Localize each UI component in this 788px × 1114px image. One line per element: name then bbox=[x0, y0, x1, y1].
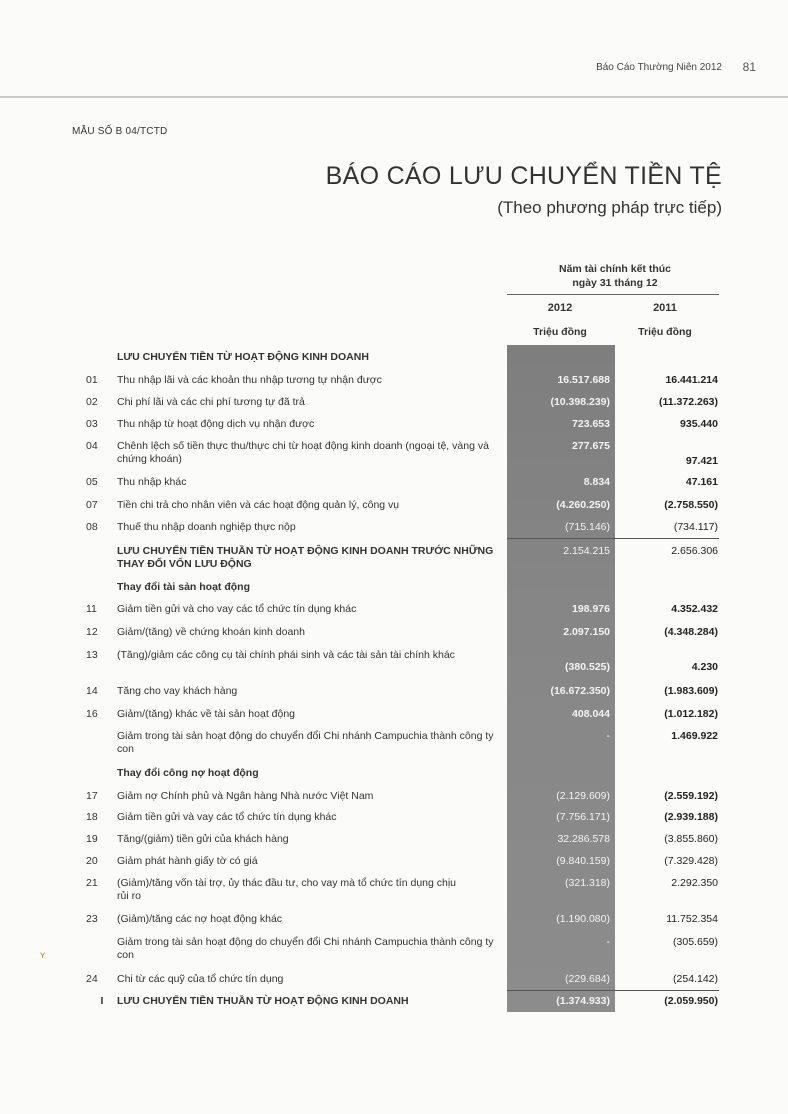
subtotal-rule bbox=[507, 538, 719, 539]
value-2011: 4.352.432 bbox=[671, 603, 718, 615]
value-2012: (229.684) bbox=[565, 973, 610, 985]
row-description: Tăng cho vay khách hàng bbox=[117, 685, 238, 697]
row-description: LƯU CHUYỂN TIỀN THUẦN TỪ HOẠT ĐỘNG KINH DOANH bbox=[117, 995, 409, 1007]
row-code: 19 bbox=[86, 833, 98, 845]
row-code: 03 bbox=[86, 418, 98, 430]
value-2011: (2.758.550) bbox=[664, 499, 718, 511]
row-code: I bbox=[100, 995, 104, 1007]
row-code: 12 bbox=[86, 626, 98, 638]
row-description: (Tăng)/giảm các công cụ tài chính phái sinh và các tài sản tài chính khác bbox=[117, 649, 455, 661]
value-2012: 2.154.215 bbox=[563, 545, 610, 557]
page-number: 81 bbox=[742, 60, 756, 74]
value-2012: 408.044 bbox=[572, 708, 610, 720]
value-2011: 4.230 bbox=[691, 661, 718, 673]
row-code: 14 bbox=[86, 685, 98, 697]
value-2011: (305.659) bbox=[673, 936, 718, 948]
value-2011: 935.440 bbox=[680, 418, 718, 430]
row-description: Giảm tiền gửi và cho vay các tổ chức tín dụng khác bbox=[117, 603, 357, 615]
value-2012: 8.834 bbox=[583, 476, 610, 488]
value-2012: - bbox=[606, 730, 610, 742]
value-2011: 97.421 bbox=[685, 455, 718, 467]
row-description: Thu nhập lãi và các khoản thu nhập tương tự nhận được bbox=[117, 374, 382, 386]
row-description: Giảm/(tăng) khác về tài sản hoạt động bbox=[117, 708, 296, 720]
total-rule bbox=[507, 990, 719, 991]
value-2011: (2.059.950) bbox=[664, 995, 718, 1007]
row-description: (Giảm)/tăng các nợ hoạt động khác bbox=[117, 913, 283, 925]
row-code: 07 bbox=[86, 499, 98, 511]
row-description: Giảm phát hành giấy tờ có giá bbox=[117, 855, 258, 867]
row-description: Giảm trong tài sản hoạt động do chuyển đổi Chi nhánh Campuchia thành công ty con bbox=[117, 936, 494, 961]
running-header-title: Báo Cáo Thường Niên 2012 bbox=[596, 62, 722, 73]
value-2012: 2.097.150 bbox=[563, 626, 610, 638]
value-2011: (2.939.188) bbox=[664, 811, 718, 823]
row-description: (Giảm)/tăng vốn tài trợ, ủy thác đầu tư, cho vay mà tổ chức tín dụng chịu rủi ro bbox=[117, 877, 457, 902]
period-label bbox=[515, 262, 715, 290]
page-title: BÁO CÁO LƯU CHUYỂN TIỀN TỆ bbox=[325, 162, 722, 190]
value-2012: (10.398.239) bbox=[550, 396, 610, 408]
row-description: Chi phí lãi và các chi phí tương tự đã trả bbox=[117, 396, 305, 408]
row-description: Chi từ các quỹ của tổ chức tín dụng bbox=[117, 973, 284, 985]
row-description: Giảm trong tài sản hoạt động do chuyển đổi Chi nhánh Campuchia thành công ty con bbox=[117, 730, 494, 755]
row-description: LƯU CHUYỂN TIỀN TỪ HOẠT ĐỘNG KINH DOANH bbox=[117, 351, 369, 363]
value-2012: (9.840.159) bbox=[556, 855, 610, 867]
column-year-2011: 2011 bbox=[653, 302, 677, 314]
value-2011: 2.656.306 bbox=[671, 545, 718, 557]
row-description: Thay đổi tài sản hoạt động bbox=[117, 581, 251, 593]
row-description: Giảm/(tăng) về chứng khoán kinh doanh bbox=[117, 626, 305, 638]
value-2012: (321.318) bbox=[565, 877, 610, 889]
value-2012: 277.675 bbox=[572, 440, 610, 452]
value-2011: 47.161 bbox=[685, 476, 718, 488]
row-code: 17 bbox=[86, 790, 98, 802]
value-2012: 32.286.578 bbox=[557, 833, 610, 845]
row-description: Chênh lệch số tiền thực thu/thực chi từ hoạt động kinh doanh (ngoại tệ, vàng và chứng khoán) bbox=[117, 440, 489, 465]
row-code: 20 bbox=[86, 855, 98, 867]
row-description: Tiền chi trả cho nhân viên và các hoạt động quản lý, công vụ bbox=[117, 499, 400, 511]
row-description: Thu nhập khác bbox=[117, 476, 187, 488]
value-2011: 1.469.922 bbox=[671, 730, 718, 742]
column-unit-2012: Triệu đồng bbox=[533, 326, 587, 338]
value-2011: 16.441.214 bbox=[665, 374, 718, 386]
row-code: 04 bbox=[86, 440, 98, 452]
row-description: Thuế thu nhập doanh nghiệp thực nộp bbox=[117, 521, 296, 533]
row-description: Thay đổi công nợ hoạt động bbox=[117, 767, 259, 779]
value-2011: (4.348.284) bbox=[664, 626, 718, 638]
value-2012: (16.672.350) bbox=[550, 685, 610, 697]
row-code: 08 bbox=[86, 521, 98, 533]
form-code: MẪU SỐ B 04/TCTD bbox=[72, 126, 168, 137]
page-subtitle: (Theo phương pháp trực tiếp) bbox=[497, 198, 722, 217]
value-2011: (11.372.263) bbox=[659, 396, 718, 408]
value-2012: (1.190.080) bbox=[556, 913, 610, 925]
value-2011: (1.012.182) bbox=[664, 708, 718, 720]
value-2011: (734.117) bbox=[673, 521, 718, 533]
value-2011: (7.329.428) bbox=[664, 855, 718, 867]
row-description: Thu nhập từ hoạt động dịch vụ nhận được bbox=[117, 418, 315, 430]
value-2011: (3.855.860) bbox=[664, 833, 718, 845]
row-code: 23 bbox=[86, 913, 98, 925]
row-description: Tăng/(giảm) tiền gửi của khách hàng bbox=[117, 833, 289, 845]
value-2011: (2.559.192) bbox=[664, 790, 718, 802]
running-header bbox=[0, 0, 788, 98]
value-2011: (1.983.609) bbox=[664, 685, 718, 697]
value-2012: - bbox=[606, 936, 610, 948]
row-description: Giảm nợ Chính phủ và Ngân hàng Nhà nước Việt Nam bbox=[117, 790, 374, 802]
value-2012: (2.129.609) bbox=[556, 790, 610, 802]
value-2012: 723.653 bbox=[572, 418, 610, 430]
value-2012: (1.374.933) bbox=[556, 995, 610, 1007]
row-code: 11 bbox=[86, 603, 97, 615]
value-2011: (254.142) bbox=[673, 973, 718, 985]
row-description: Giảm tiền gửi và vay các tổ chức tín dụng khác bbox=[117, 811, 337, 823]
period-rule bbox=[507, 294, 719, 295]
row-code: 05 bbox=[86, 476, 98, 488]
row-code: 01 bbox=[86, 374, 98, 386]
value-2012: (7.756.171) bbox=[556, 811, 610, 823]
row-code: 02 bbox=[86, 396, 98, 408]
value-2012: (4.260.250) bbox=[556, 499, 610, 511]
value-2011: 2.292.350 bbox=[671, 877, 718, 889]
period-label-line2: ngày 31 tháng 12 bbox=[572, 277, 658, 289]
value-2012: (715.146) bbox=[565, 521, 610, 533]
margin-mark-icon: ʏ bbox=[40, 950, 46, 961]
column-unit-2011: Triệu đồng bbox=[638, 326, 692, 338]
row-description: LƯU CHUYỂN TIỀN THUẦN TỪ HOẠT ĐỘNG KINH DOANH TRƯỚC NHỮNG THAY ĐỔI VỐN LƯU ĐỘNG bbox=[117, 545, 494, 570]
row-code: 24 bbox=[86, 973, 98, 985]
value-2012: 198.976 bbox=[572, 603, 610, 615]
value-2012: 16.517.688 bbox=[557, 374, 610, 386]
value-2011: 11.752.354 bbox=[666, 913, 718, 925]
column-year-2012: 2012 bbox=[547, 302, 573, 314]
row-code: 16 bbox=[86, 708, 98, 720]
row-code: 21 bbox=[86, 877, 98, 889]
period-label-line1: Năm tài chính kết thúc bbox=[558, 263, 672, 275]
value-2012: (380.525) bbox=[565, 661, 610, 673]
row-code: 18 bbox=[86, 811, 98, 823]
row-code: 13 bbox=[86, 649, 98, 661]
